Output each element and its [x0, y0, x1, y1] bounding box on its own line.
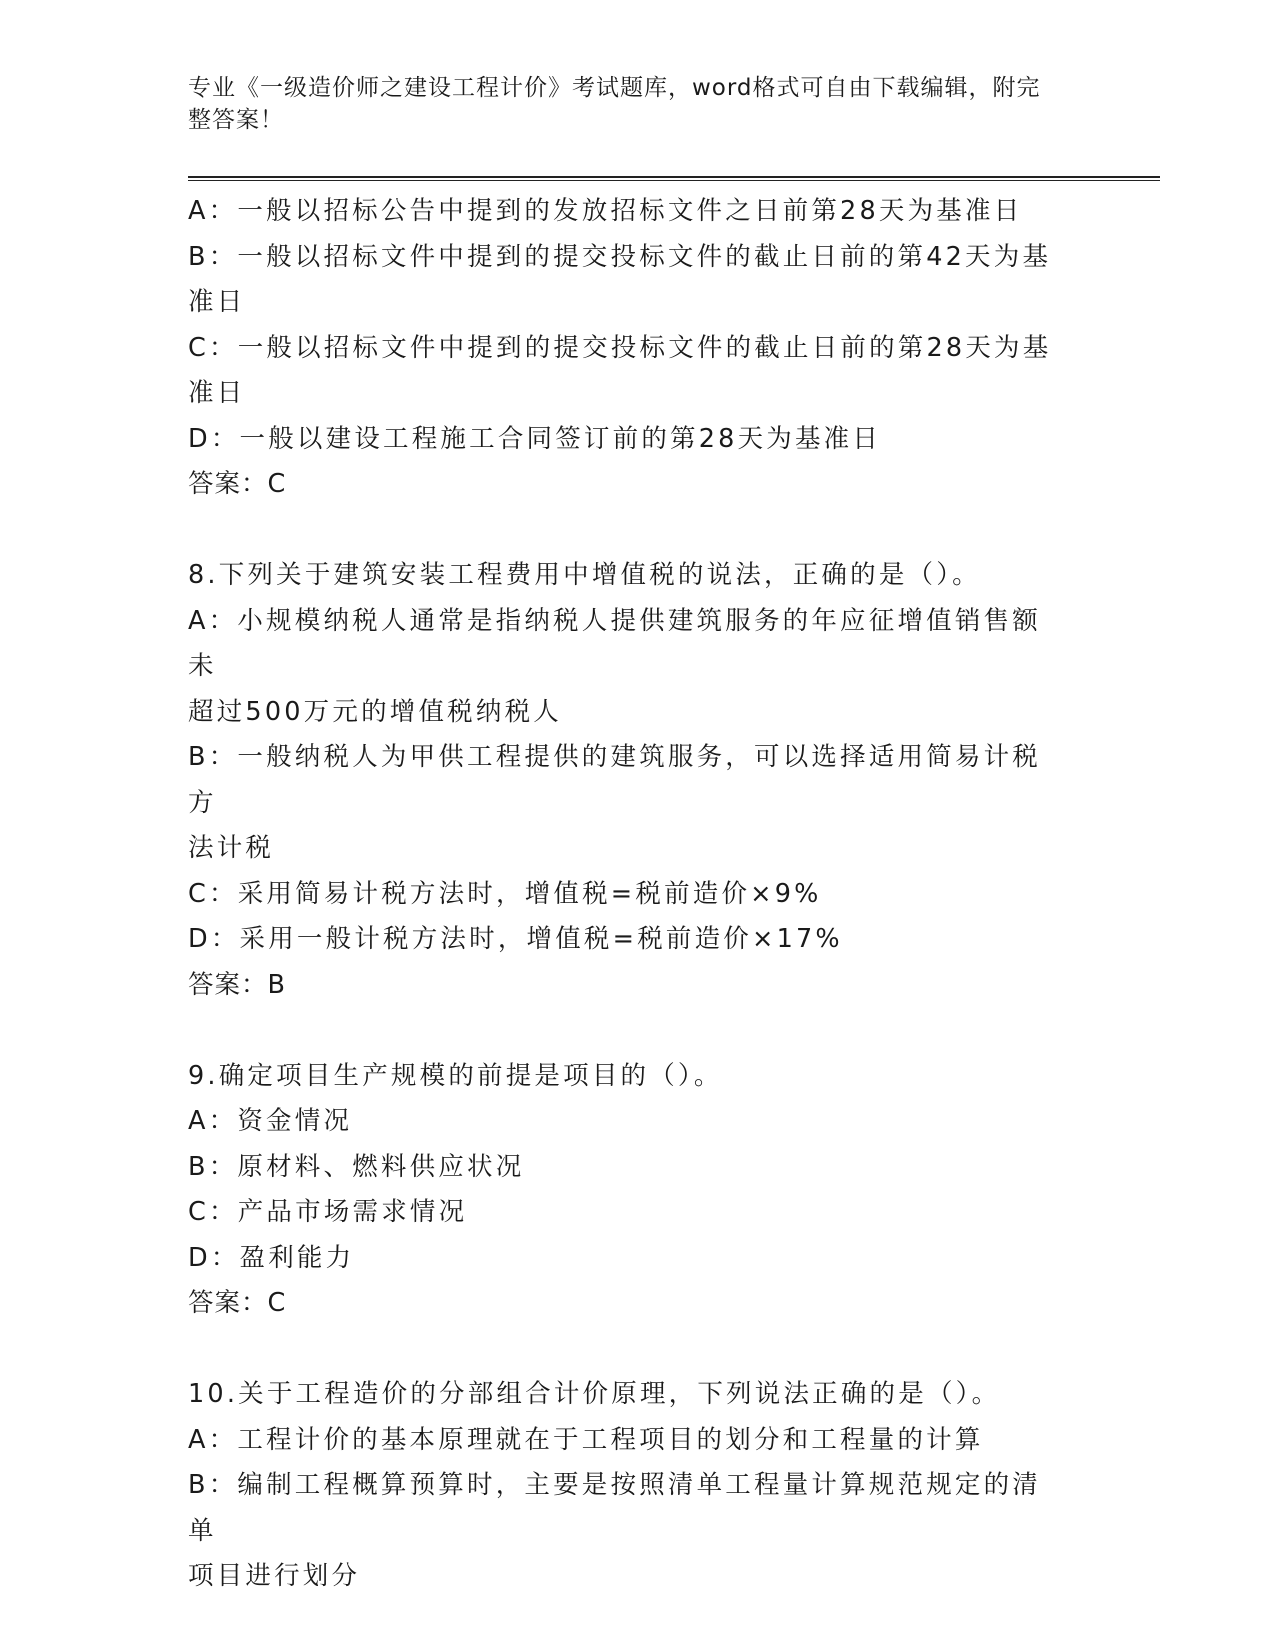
answer-line: 答案：B	[188, 969, 286, 1000]
option-line: D：盈利能力	[188, 1242, 355, 1273]
option-line: B：一般纳税人为甲供工程提供的建筑服务，可以选择适用简易计税方	[188, 742, 1041, 818]
answer-line: 答案：C	[188, 469, 287, 499]
option-line: A：一般以招标公告中提到的发放招标文件之日前第28天为基准日	[188, 196, 1023, 226]
question-stem: 10.关于工程造价的分部组合计价原理，下列说法正确的是（）。	[188, 1379, 1001, 1409]
option-line: B：一般以招标文件中提到的提交投标文件的截止日前的第42天为基	[188, 241, 1052, 272]
option-line: B：原材料、燃料供应状况	[188, 1151, 525, 1182]
spacer	[188, 508, 1068, 554]
question-9	[188, 1054, 1068, 1327]
question-8	[188, 553, 1068, 1008]
header-divider	[188, 176, 1160, 181]
option-line: B：编制工程概算预算时，主要是按照清单工程量计算规范规定的清单	[188, 1470, 1041, 1546]
spacer	[188, 1008, 1068, 1054]
question-10	[188, 1372, 1068, 1600]
option-line: A：工程计价的基本原理就在于工程项目的划分和工程量的计算	[188, 1424, 984, 1455]
document-header	[188, 72, 1068, 136]
option-line: 项目进行划分	[188, 1561, 361, 1591]
question-stem: 9.确定项目生产规模的前提是项目的（）。	[188, 1060, 723, 1091]
option-line: D：一般以建设工程施工合同签订前的第28天为基准日	[188, 423, 882, 454]
option-line: A：资金情况	[188, 1106, 353, 1136]
option-line: 准日	[188, 378, 246, 408]
option-line: 超过500万元的增值税纳税人	[188, 696, 562, 727]
header-line-1: 专业《一级造价师之建设工程计价》考试题库，word格式可自由下载编辑，附完	[188, 75, 1041, 101]
header-line-2: 整答案！	[188, 107, 284, 133]
spacer	[188, 1327, 1068, 1373]
option-line: C：采用简易计税方法时，增值税=税前造价×9%	[188, 878, 822, 909]
option-line: A：小规模纳税人通常是指纳税人提供建筑服务的年应征增值销售额未	[188, 605, 1041, 681]
option-line: C：产品市场需求情况	[188, 1197, 468, 1227]
answer-line: 答案：C	[188, 1288, 287, 1318]
option-line: 法计税	[188, 833, 275, 863]
question-7	[188, 189, 1068, 508]
option-line: C：一般以招标文件中提到的提交投标文件的截止日前的第28天为基	[188, 332, 1052, 363]
question-stem: 8.下列关于建筑安装工程费用中增值税的说法，正确的是（）。	[188, 560, 981, 590]
option-line: 准日	[188, 287, 246, 317]
question-list	[188, 189, 1068, 1600]
option-line: D：采用一般计税方法时，增值税=税前造价×17%	[188, 924, 843, 954]
